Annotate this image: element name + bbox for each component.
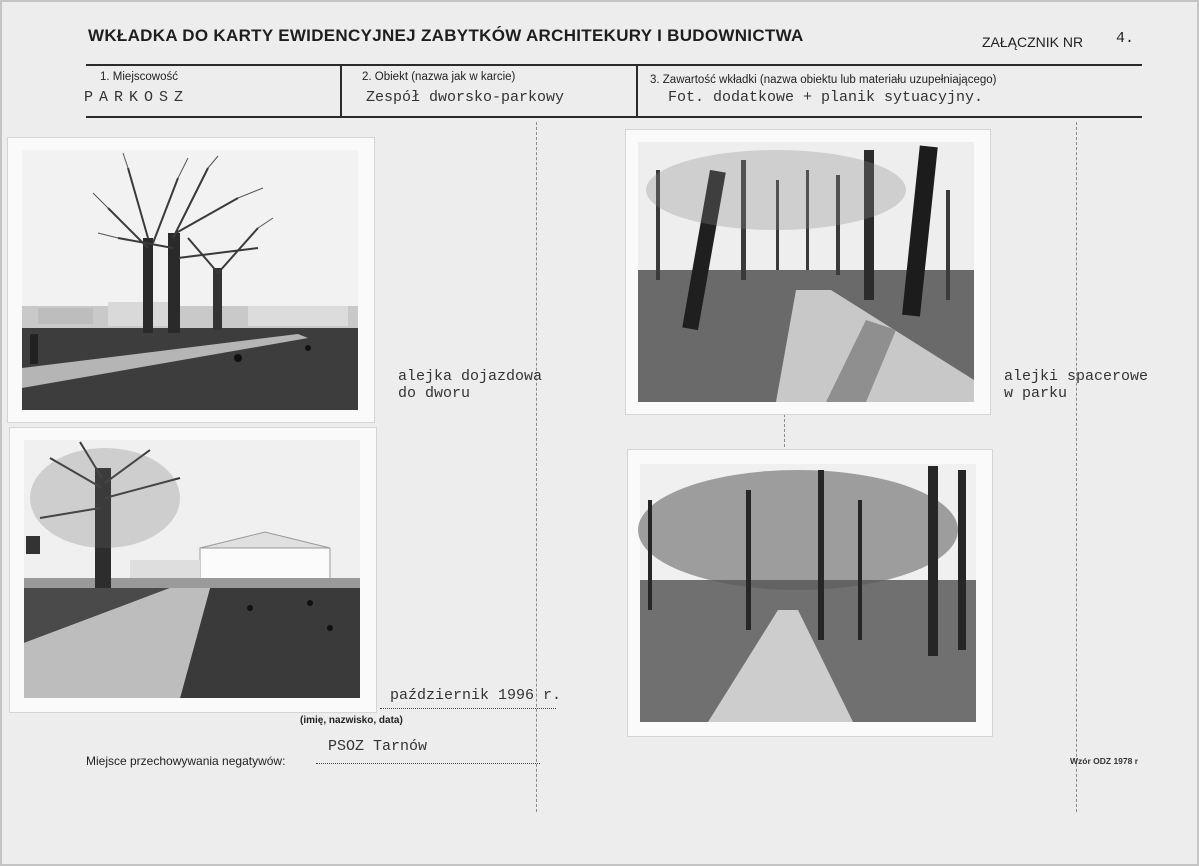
caption-right-line2: w parku xyxy=(1004,385,1068,402)
field-divider-1 xyxy=(340,64,342,118)
form-code: Wzór ODZ 1978 r xyxy=(1070,756,1139,766)
date-value: październik 1996 r. xyxy=(390,687,562,704)
locality-value: PARKOSZ xyxy=(84,89,190,106)
contents-value: Fot. dodatkowe + planik sytuacyjny. xyxy=(668,89,984,106)
photo-manor-house xyxy=(10,428,376,712)
photo-park-walkway-1 xyxy=(626,130,990,414)
header-rule-top xyxy=(86,64,1142,66)
caption-right-line1: alejki spacerowe xyxy=(1004,368,1149,385)
photo-park-walkway-2 xyxy=(628,450,992,736)
date-dotted-line xyxy=(380,708,556,709)
field-divider-2 xyxy=(636,64,638,118)
storage-value: PSOZ Tarnów xyxy=(328,738,428,755)
caption-left-line1: alejka dojazdowa xyxy=(398,368,543,385)
fold-line-right xyxy=(1076,122,1077,812)
annex-label: ZAŁĄCZNIK NR xyxy=(982,34,1084,50)
annex-number: 4. xyxy=(1116,30,1135,47)
caption-left-line2: do dworu xyxy=(398,385,471,402)
contents-label: 3. Zawartość wkładki (nazwa obiektu lub materiału uzupełniającego) xyxy=(650,74,997,86)
storage-dotted-line xyxy=(316,763,540,764)
object-value: Zespół dworsko-parkowy xyxy=(366,89,565,106)
storage-label: Miejsce przechowywania negatywów: xyxy=(86,754,286,768)
locality-label: 1. Miejscowość xyxy=(100,71,178,83)
form-title: WKŁADKA DO KARTY EWIDENCYJNEJ ZABYTKÓW ARCHITEKURY I BUDOWNICTWA xyxy=(88,26,804,45)
object-label: 2. Obiekt (nazwa jak w karcie) xyxy=(362,71,516,83)
fold-line-mid xyxy=(784,414,785,452)
date-label: (imię, nazwisko, data) xyxy=(300,715,403,726)
header-rule-bottom xyxy=(86,116,1142,118)
photo-driveway-trees xyxy=(8,138,374,422)
